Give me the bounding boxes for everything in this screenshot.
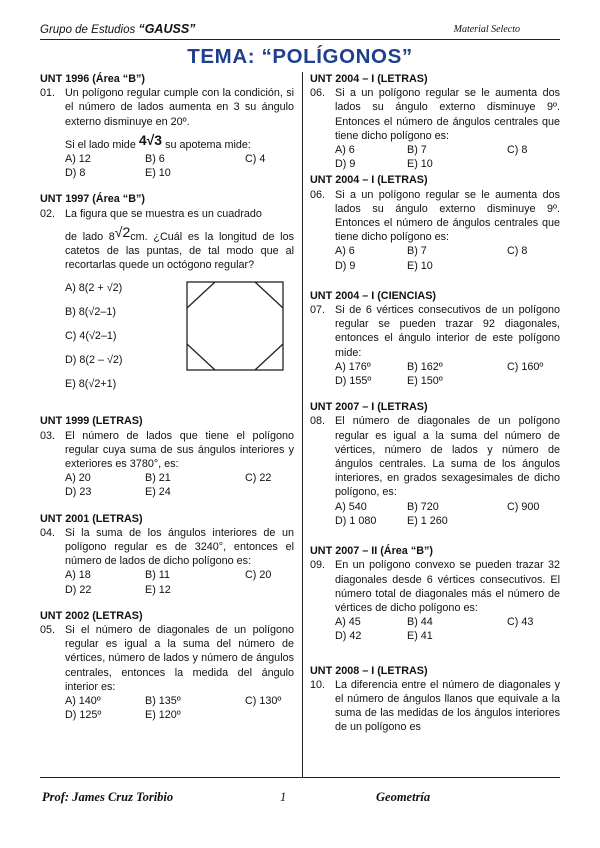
problem-06a xyxy=(310,72,560,171)
problem-05 xyxy=(40,609,294,723)
option: D) 9 xyxy=(335,158,356,171)
option: C) 4(√2–1) xyxy=(65,330,117,343)
option: E) 120º xyxy=(145,709,181,722)
option: B) 7 xyxy=(407,245,427,258)
problem-text: Si de 6 vértices consecutivos de un polígono regular se pueden trazar 92 diagonales, entonces el ángulo interior de este polígono mide: xyxy=(335,304,560,359)
answer-options xyxy=(335,500,560,528)
page-number: 1 xyxy=(280,790,287,804)
option: E) 8(√2+1) xyxy=(65,378,117,391)
square-octagon-figure xyxy=(185,280,285,372)
author-name: Prof: James Cruz Toribio xyxy=(42,790,174,804)
problem-number: 05. xyxy=(40,624,56,637)
answer-options xyxy=(65,471,294,499)
option: D) 9 xyxy=(335,259,356,272)
option: E) 150º xyxy=(407,375,443,388)
option: E) 24 xyxy=(145,486,171,499)
option: B) 135º xyxy=(145,695,181,708)
problem-source: UNT 2001 (LETRAS) xyxy=(40,512,143,525)
problem-text: Si la suma de los ángulos interiores de un polígono regular es de 3240°, entonces el número de lados de dicho polígono es: xyxy=(65,526,294,568)
option: E) 10 xyxy=(407,259,433,272)
problem-text: Si a un polígono regular se le aumenta dos lados su ángulo externo disminuye 9º. Entonces el número de ángulos centrales que tiene dicho polígono es: xyxy=(335,188,560,244)
option: C) 43 xyxy=(507,616,534,629)
problem-text: El número de diagonales de un polígono regular es igual a la suma del número de vértices, número de lados y número de ángulos centrales. La suma de los ángulos interiores, en grados sexagesimales de dicho polígono, es: xyxy=(335,415,560,499)
option: A) 6 xyxy=(335,245,355,258)
corner-cut-bl xyxy=(187,344,215,370)
answer-options xyxy=(335,360,560,388)
option: B) 720 xyxy=(407,500,439,513)
problem-source: UNT 2008 – I (LETRAS) xyxy=(310,664,428,677)
problem-09 xyxy=(310,544,560,643)
problem-02 xyxy=(40,192,294,396)
problem-text: Un polígono regular cumple con la condición, si el número de lados aumenta en 3 su ángulo externo disminuye en 20º. xyxy=(65,87,294,128)
option: C) 4 xyxy=(245,153,266,166)
problem-source: UNT 1999 (LETRAS) xyxy=(40,415,143,428)
option: B) 11 xyxy=(145,569,171,582)
answer-options xyxy=(335,143,560,171)
option: E) 41 xyxy=(407,630,433,643)
option: E) 10 xyxy=(145,167,171,180)
option: D) 42 xyxy=(335,630,362,643)
column-divider xyxy=(302,72,303,777)
problem-text: En un polígono convexo se pueden trazar 32 diagonales desde 6 vértices consecutivos. El número total de diagonales más el número de vértices de dicho polígono es: xyxy=(335,559,560,614)
option: B) 6 xyxy=(145,153,165,166)
option: B) 8(√2–1) xyxy=(65,306,116,319)
answer-options xyxy=(335,615,560,643)
option: B) 44 xyxy=(407,616,433,629)
problem-source: UNT 1997 (Área “B”) xyxy=(40,193,146,206)
problem-08 xyxy=(310,400,560,528)
problem-number: 09. xyxy=(310,559,326,572)
option: C) 20 xyxy=(245,569,272,582)
problem-text-2: de lado 8√2cm. ¿Cuál es la longitud de los catetos de las puntas, de tal modo que al recortarlas quede un octógono regular? xyxy=(65,223,294,272)
option: A) 540 xyxy=(335,500,367,513)
problem-text: La diferencia entre el número de diagonales y el número de ángulos llanos que equivale a la suma de las medidas de los ángulos interiores de un polígono es xyxy=(335,678,560,734)
option: E) 12 xyxy=(145,583,171,596)
problem-01 xyxy=(40,72,294,180)
option: A) 20 xyxy=(65,472,91,485)
group-label: Grupo de Estudios “GAUSS” xyxy=(40,22,196,36)
corner-cut-tl xyxy=(187,282,215,308)
problem-text: El número de lados que tiene el polígono regular cuya suma de sus ángulos interiores y exteriores es 3780°, es: xyxy=(65,429,294,471)
option: A) 176º xyxy=(335,360,371,373)
problem-number: 01. xyxy=(40,87,56,100)
option: D) 1 080 xyxy=(335,514,377,527)
problem-number: 04. xyxy=(40,526,56,539)
math-expression: 4√3 xyxy=(138,131,163,148)
problem-06b xyxy=(310,173,560,272)
problem-source: UNT 2007 – II (Área “B”) xyxy=(310,545,434,558)
problem-03 xyxy=(40,414,294,499)
group-name: “GAUSS” xyxy=(138,22,196,36)
problem-number: 03. xyxy=(40,429,56,442)
problem-source: UNT 2004 – I (CIENCIAS) xyxy=(310,289,436,302)
option: B) 7 xyxy=(407,144,427,157)
option: D) 155º xyxy=(335,375,372,388)
option: D) 22 xyxy=(65,583,92,596)
option: E) 10 xyxy=(407,158,433,171)
right-column xyxy=(310,72,560,747)
option: A) 6 xyxy=(335,144,355,157)
option: A) 12 xyxy=(65,153,91,166)
problem-source: UNT 1996 (Área “B”) xyxy=(40,73,146,85)
option: D) 125º xyxy=(65,709,102,722)
problem-text: Si el número de diagonales de un polígono regular es igual a la suma del número de vértices, número de lados y número de ángulos centrales, entonces la medida del ángulo interior es: xyxy=(65,624,294,693)
problem-source: UNT 2004 – I (LETRAS) xyxy=(310,174,428,187)
answer-options xyxy=(65,276,185,396)
option: C) 8 xyxy=(507,245,528,258)
option: D) 8(2 – √2) xyxy=(65,354,123,367)
material-label: Material Selecto xyxy=(453,24,520,35)
problem-07 xyxy=(310,289,560,388)
page-title: TEMA: “POLÍGONOS” xyxy=(187,45,413,68)
answer-options xyxy=(65,694,294,722)
option: C) 8 xyxy=(507,144,528,157)
problem-text: La figura que se muestra es un cuadrado xyxy=(65,207,262,220)
problem-number: 02. xyxy=(40,207,56,220)
problem-text: Si a un polígono regular se le aumenta dos lados su ángulo externo disminuye 9º. Entonces el número de ángulos centrales que tiene dicho polígono es: xyxy=(335,87,560,142)
answer-options xyxy=(65,152,294,180)
math-expression: √2 xyxy=(114,223,131,240)
corner-cut-tr xyxy=(255,282,283,308)
problem-source: UNT 2007 – I (LETRAS) xyxy=(310,401,428,414)
answer-options xyxy=(335,244,560,272)
option: E) 1 260 xyxy=(407,514,448,527)
option: A) 18 xyxy=(65,569,91,582)
option: A) 8(2 + √2) xyxy=(65,282,123,295)
subject-name: Geometría xyxy=(376,790,431,804)
answer-options xyxy=(65,568,294,596)
page-header xyxy=(40,22,560,40)
option: D) 8 xyxy=(65,167,86,180)
option: B) 162º xyxy=(407,360,443,373)
problem-number: 06. xyxy=(310,188,326,201)
problem-number: 10. xyxy=(310,678,326,691)
option: C) 900 xyxy=(507,500,540,513)
problem-source: UNT 2004 – I (LETRAS) xyxy=(310,73,428,85)
option: A) 140º xyxy=(65,695,101,708)
page-footer xyxy=(40,777,560,807)
option: C) 160º xyxy=(507,360,544,373)
problem-source: UNT 2002 (LETRAS) xyxy=(40,609,143,622)
problem-10 xyxy=(310,664,560,735)
option: C) 22 xyxy=(245,472,272,485)
option: A) 45 xyxy=(335,616,361,629)
problem-04 xyxy=(40,512,294,597)
option: D) 23 xyxy=(65,486,92,499)
problem-number: 08. xyxy=(310,415,326,428)
problem-number: 07. xyxy=(310,304,326,317)
corner-cut-br xyxy=(255,344,283,370)
problem-text-2: Si el lado mide 4√3 su apotema mide: xyxy=(65,131,251,151)
option: B) 21 xyxy=(145,472,171,485)
problem-number: 06. xyxy=(310,87,326,100)
option: C) 130º xyxy=(245,695,282,708)
left-column xyxy=(40,72,294,735)
